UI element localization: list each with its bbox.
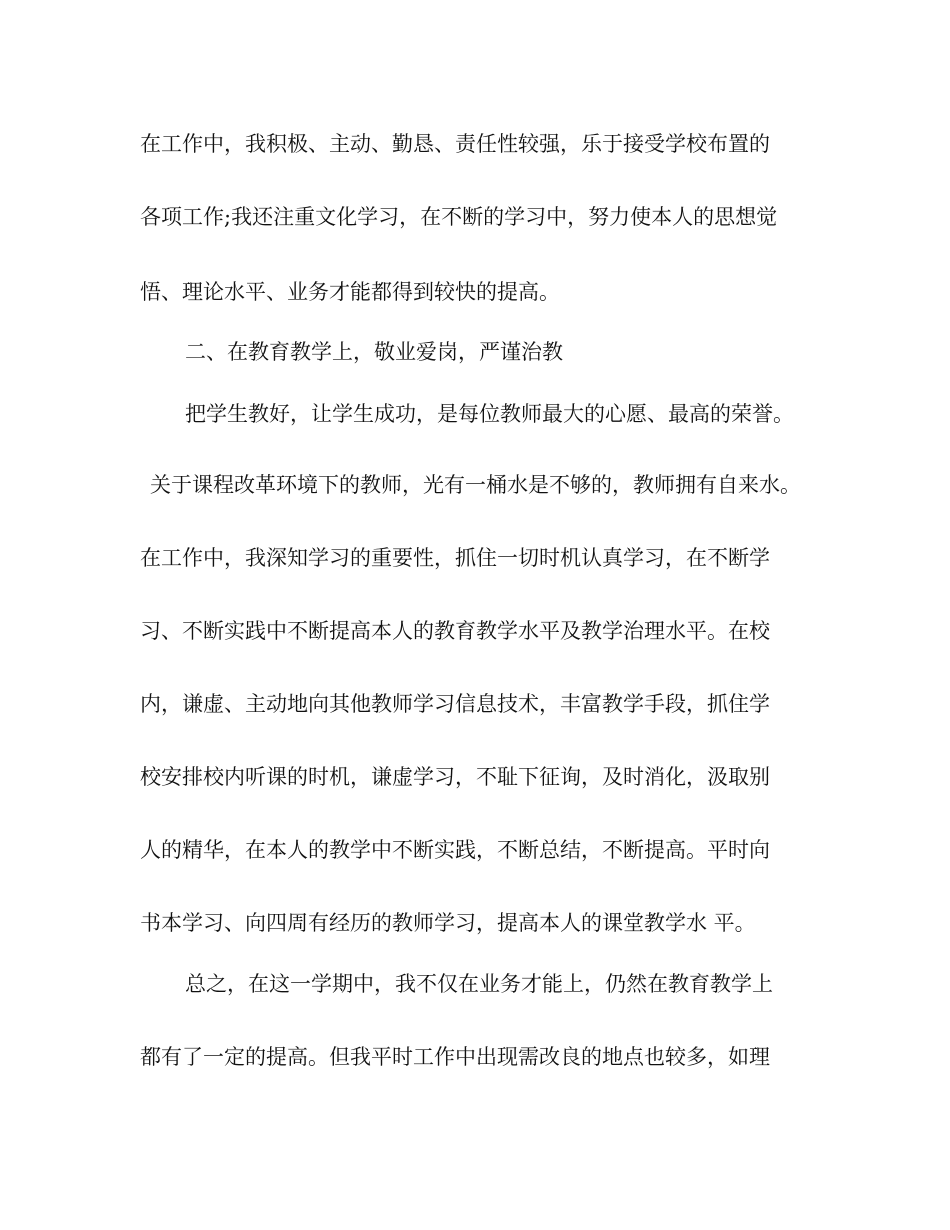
text-line: 在工作中，我深知学习的重要性，抓住一切时机认真学习，在不断学 [140, 546, 770, 570]
text-line: 把学生教好，让学生成功，是每位教师最大的心愿、最高的荣誉。 [185, 402, 794, 426]
text-line: 在工作中，我积极、主动、勤恳、责任性较强，乐于接受学校布置的 [140, 132, 770, 156]
text-line: 都有了一定的提高。但我平时工作中出现需改良的地点也较多，如理 [140, 1045, 770, 1069]
text-line: 人的精华，在本人的教学中不断实践，不断总结，不断提高。平时向 [140, 838, 770, 862]
text-line: 各项工作;我还注重文化学习，在不断的学习中，努力使本人的思想觉 [140, 205, 778, 229]
text-line: 悟、理论水平、业务才能都得到较快的提高。 [140, 280, 560, 304]
text-line: 总之，在这一学期中，我不仅在业务才能上，仍然在教育教学上 [185, 972, 773, 996]
text-line: 校安排校内听课的时机，谦虚学习，不耻下征询，及时消化，汲取别 [140, 765, 770, 789]
text-line: 内，谦虚、主动地向其他教师学习信息技术，丰富教学手段，抓住学 [140, 692, 770, 716]
text-line: 关于课程改革环境下的教师，光有一桶水是不够的，教师拥有自来水。 [150, 473, 801, 497]
section-heading: 二、在教育教学上，敬业爱岗，严谨治教 [185, 340, 563, 364]
text-line: 书本学习、向四周有经历的教师学习，提高本人的课堂教学水 平。 [140, 911, 756, 935]
text-line: 习、不断实践中不断提高本人的教育教学水平及教学治理水平。在校 [140, 619, 770, 643]
